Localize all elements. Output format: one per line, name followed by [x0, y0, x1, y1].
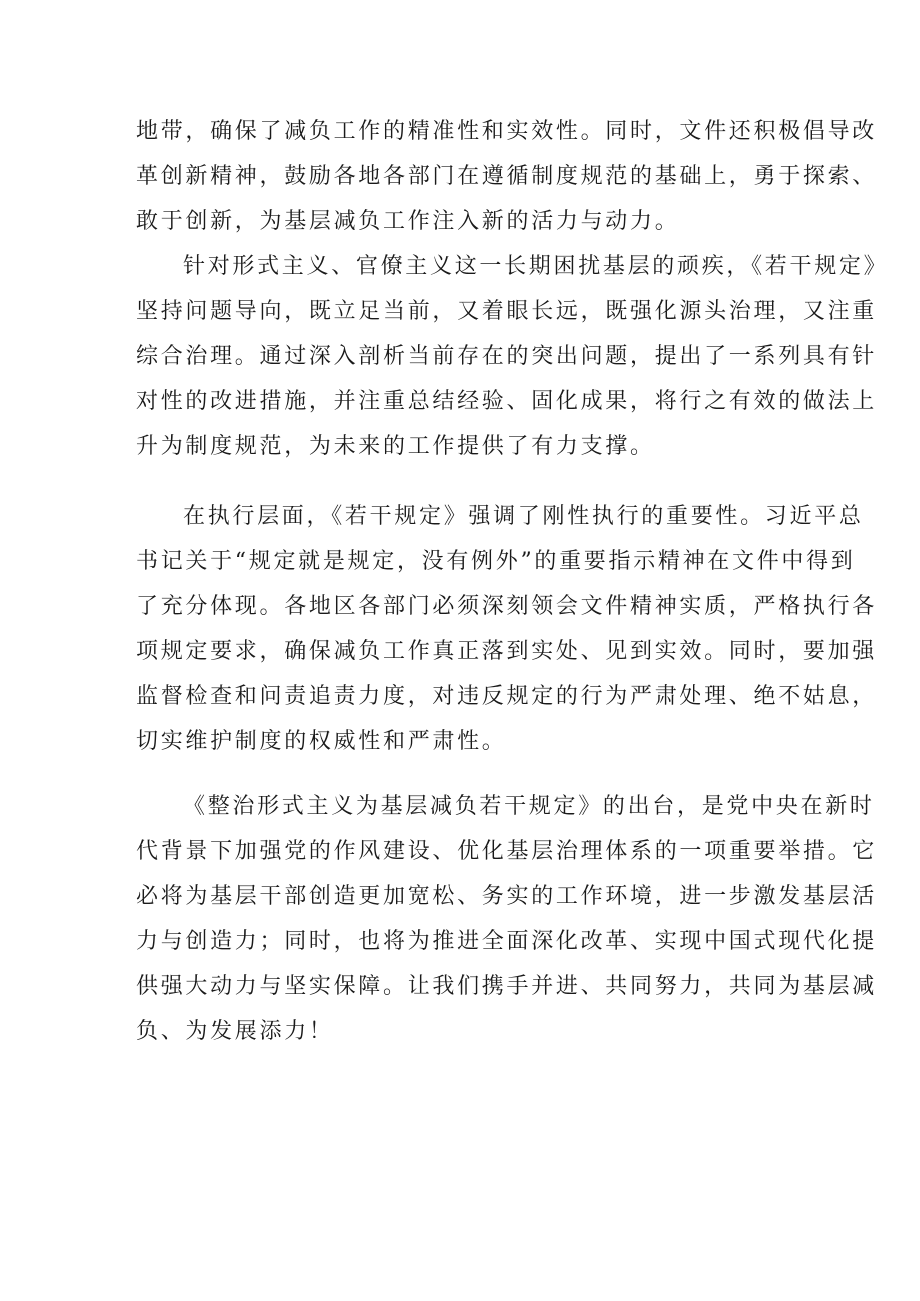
paragraph-4-line-1: 《整治形式主义为基层减负若干规定》的出台，是党中央在新时 — [183, 794, 875, 819]
paragraph-1-line-3: 敢于创新，为基层减负工作注入新的活力与动力。 — [136, 209, 680, 234]
paragraph-2-line-3: 综合治理。通过深入剖析当前存在的突出问题，提出了一系列具有针 — [136, 344, 878, 369]
paragraph-3-line-1: 在执行层面，《若干规定》强调了刚性执行的重要性。习近平总 — [183, 504, 864, 529]
paragraph-4-line-6: 负、为发展添力！ — [136, 1019, 334, 1044]
paragraph-3-line-4: 项规定要求，确保减负工作真正落到实处、见到实效。同时，要加强 — [136, 639, 878, 664]
paragraph-4-line-5: 供强大动力与坚实保障。让我们携手并进、共同努力，共同为基层减 — [136, 974, 878, 999]
paragraph-2-line-1: 针对形式主义、官僚主义这一长期困扰基层的顽疾，《若干规定》 — [183, 254, 889, 279]
paragraph-1-line-1: 地带，确保了减负工作的精准性和实效性。同时，文件还积极倡导改 — [136, 119, 878, 144]
paragraph-1-line-2: 革创新精神，鼓励各地各部门在遵循制度规范的基础上，勇于探索、 — [136, 164, 878, 189]
paragraph-2-line-4: 对性的改进措施，并注重总结经验、固化成果，将行之有效的做法上 — [136, 389, 878, 414]
paragraph-3-line-6: 切实维护制度的权威性和严肃性。 — [136, 729, 507, 754]
paragraph-3-line-2: 书记关于“规定就是规定，没有例外”的重要指示精神在文件中得到 — [136, 549, 856, 574]
paragraph-2-line-2: 坚持问题导向，既立足当前，又着眼长远，既强化源头治理，又注重 — [136, 299, 878, 324]
paragraph-4-line-4: 力与创造力；同时，也将为推进全面深化改革、实现中国式现代化提 — [136, 929, 878, 954]
paragraph-3-line-3: 了充分体现。各地区各部门必须深刻领会文件精神实质，严格执行各 — [136, 594, 878, 619]
paragraph-2-line-5: 升为制度规范，为未来的工作提供了有力支撑。 — [136, 434, 655, 459]
paragraph-3-line-5: 监督检查和问责追责力度，对违反规定的行为严肃处理、绝不姑息， — [136, 684, 878, 709]
paragraph-4-line-3: 必将为基层干部创造更加宽松、务实的工作环境，进一步激发基层活 — [136, 884, 878, 909]
paragraph-4-line-2: 代背景下加强党的作风建设、优化基层治理体系的一项重要举措。它 — [136, 839, 878, 864]
